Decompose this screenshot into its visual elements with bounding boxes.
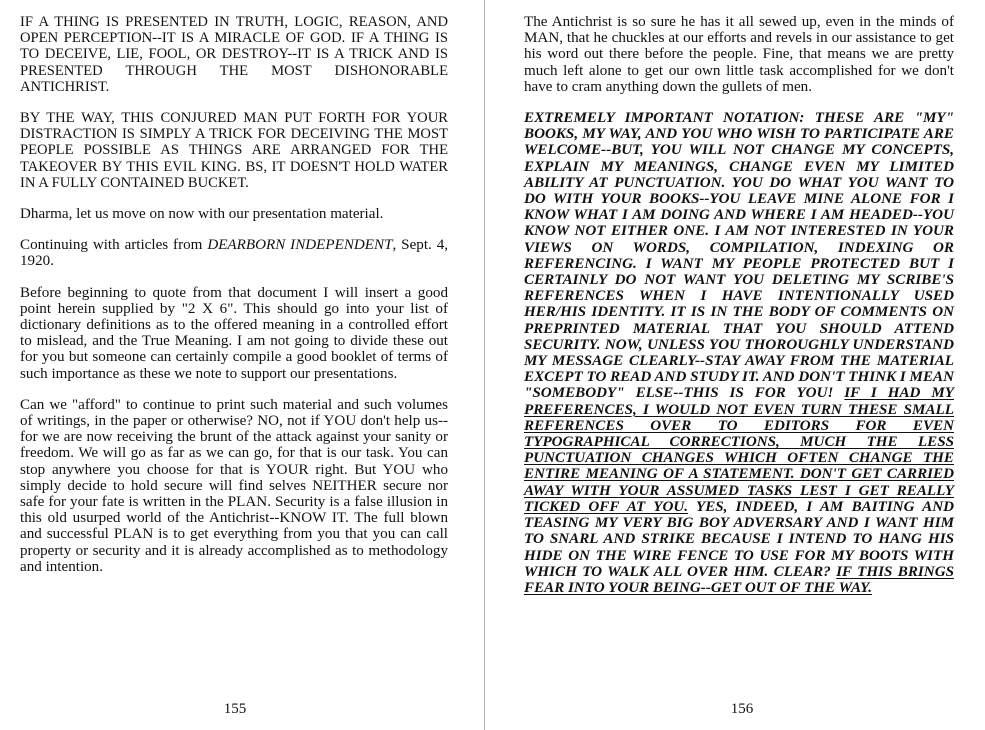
paragraph-afford-to-print: Can we "afford" to continue to print such material and such volumes of writings, in the paper or otherwise? NO, not if YOU don't help us--for we are now receiving the brunt of the attack against your sanity or freedom. We will go as far as we can go, for that is our task. You can stop anywhere you choose for that is YOUR right. But YOU who simply decide to hold secure will find selves NEITHER secure nor safe for your fate is written in the PLAN. Security is a false illusion in this old usurped world of the Antichrist--KNOW IT. The full blown and successful PLAN is to get everything from you that you can call property or security and it is already accomplished as to methodology and intention. [20,396,448,575]
paragraph-antichrist-sure: The Antichrist is so sure he has it all sewed up, even in the minds of MAN, that he chuckles at our efforts and revels in our assistance to get his word out there before the people. Fine, that means we are pretty much left alone to get our own little task accomplished for we don't have to cram anything down the gullets of men. [524,14,954,95]
page-gutter [484,0,485,730]
paragraph-miracle-or-trick: IF A THING IS PRESENTED IN TRUTH, LOGIC, REASON, AND OPEN PERCEPTION--IT IS A MIRACLE OF GOD. IF A THING IS TO DECEIVE, LIE, FOOL, OR DESTROY--IT IS A TRICK AND IS PRESENTED THROUGH THE MOST DISHONORABLE ANTICHRIST. [20,14,448,95]
page-number-left: 155 [223,701,247,717]
notation-underlined-preferences: IF I HAD MY PREFERENCES, I WOULD NOT EVEN TURN THESE SMALL REFERENCES OVER TO EDITORS FOR EVEN TYPOGRAPHICAL CORRECTIONS, MUCH THE LESS PUNCTUATION CHANGES WHICH OFTEN CHANGE THE ENTIRE MEANING OF A STATEMENT. DON'T GET CARRIED AWAY WITH YOUR ASSUMED TASKS LEST I GET REALLY TICKED OFF AT YOU. [524,385,955,515]
left-page-text [20,14,448,590]
right-page [492,0,985,730]
left-page [0,0,478,730]
paragraph-dharma: Dharma, let us move on now with our presentation material. [20,206,384,223]
paragraph-continuing-articles [20,237,448,269]
paragraph-conjured-man: BY THE WAY, THIS CONJURED MAN PUT FORTH FOR YOUR DISTRACTION IS SIMPLY A TRICK FOR DECEIVING THE MOST PEOPLE POSSIBLE AS THINGS ARE ARRANGED FOR THE TAKEOVER BY THIS EVIL KING. BS, IT DOESN'T HOLD WATER IN A FULLY CONTAINED BUCKET. [20,110,448,191]
notation-text: EXTREMELY IMPORTANT NOTATION: THESE ARE "MY" BOOKS, MY WAY, AND YOU WHO WISH TO PARTICIPATE ARE WELCOME--BUT, YOU WILL NOT CHANGE MY CONCEPTS, EXPLAIN MY MEANINGS, CHANGE EVEN MY LIMITED ABILITY AT PUNCTUATION. YOU DO WHAT YOU WANT TO DO WITH YOUR BOOKS--YOU LEAVE MINE ALONE FOR I KNOW WHAT I AM DOING AND WHERE I AM HEADED--YOU KNOW NOT EITHER ONE. I AM NOT INTERESTED IN YOUR VIEWS ON WORDS, COMPILATION, INDEXING OR REFERENCING. I WANT MY PEOPLE PROTECTED BUT I CERTAINLY DO NOT WANT YOU DELETING MY SCRIBE'S REFERENCES WHEN I HAVE INTENTIONALLY USED HER/HIS IDENTITY. IT IS IN THE BODY OF COMMENTS ON PREPRINTED MATERIAL THAT YOU SHOULD ATTEND SECURITY. NOW, UNLESS YOU THOROUGHLY UNDERSTAND MY MESSAGE CLEARLY--STAY AWAY FROM THE MATERIAL EXCEPT TO READ AND STUDY IT. AND DON'T THINK I MEAN "SOMEBODY" ELSE--THIS IS FOR YOU! [524,110,954,402]
page-number-right: 156 [730,701,754,717]
notation-underlined-fear: IF THIS BRINGS FEAR INTO YOUR BEING--GET OUT OF THE WAY. [524,563,954,596]
important-notation [524,110,954,596]
right-page-text [524,14,954,611]
source-title: DEARBORN INDEPENDENT [207,237,393,254]
notation-adversary: YES, INDEED, I AM BAITING AND TEASING MY VERY BIG BOY ADVERSARY AND I WANT HIM TO SNARL AND STRIKE BECAUSE I INTEND TO HANG HIS HIDE ON THE WIRE FENCE TO USE FOR MY BOOTS WITH WHICH TO WALK ALL OVER HIM. CLEAR? [524,498,954,580]
continuing-prefix: Continuing with articles from [20,237,208,254]
continuing-suffix: , Sept. 4, 1920. [20,237,449,270]
paragraph-before-quoting: Before beginning to quote from that document I will insert a good point herein supplied by "2 X 6". This should go into your list of dictionary definitions as to the offered meaning in a controlled effort to mislead, and the True Meaning. I am not going to divide these out for you but someone can certainly compile a good booklet of terms of such importance as these we note to support our presentations. [20,284,448,382]
